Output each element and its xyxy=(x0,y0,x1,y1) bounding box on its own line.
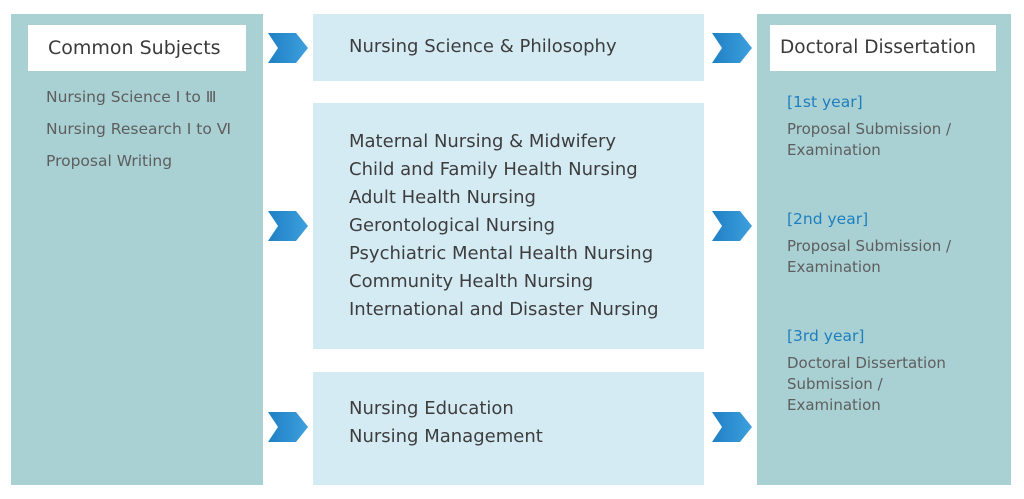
chevron-right-icon xyxy=(712,412,752,442)
list-item: Nursing Science Ⅰ to Ⅲ xyxy=(46,88,217,106)
common-subjects-list xyxy=(46,81,231,177)
year-block-1 xyxy=(787,91,951,161)
year-block-2 xyxy=(787,208,951,278)
chevron-right-icon xyxy=(712,33,752,63)
field-box-specialties xyxy=(313,103,704,349)
year-description-line: Submission / xyxy=(787,375,883,393)
year-description xyxy=(787,119,951,161)
list-item: Gerontological Nursing xyxy=(349,215,556,236)
list-item: Nursing Education xyxy=(349,398,514,419)
chevron-right-icon xyxy=(268,33,308,63)
common-subjects-title: Common Subjects xyxy=(28,25,246,71)
year-label: [1st year] xyxy=(787,93,863,111)
year-label: [3rd year] xyxy=(787,327,865,345)
year-description-line: Examination xyxy=(787,141,881,159)
list-item: Proposal Writing xyxy=(46,152,173,170)
education-list xyxy=(349,395,543,451)
list-item: Child and Family Health Nursing xyxy=(349,159,638,180)
year-description-line: Examination xyxy=(787,258,881,276)
year-description xyxy=(787,353,946,416)
list-item: Nursing Management xyxy=(349,426,543,447)
list-item: Community Health Nursing xyxy=(349,271,594,292)
field-box-education xyxy=(313,372,704,485)
field-label: Nursing Science & Philosophy xyxy=(349,36,617,57)
year-description xyxy=(787,236,951,278)
list-item: Psychiatric Mental Health Nursing xyxy=(349,243,654,264)
year-block-3 xyxy=(787,325,946,416)
common-subjects-panel xyxy=(11,14,263,485)
specialty-list xyxy=(349,128,659,324)
chevron-right-icon xyxy=(268,412,308,442)
doctoral-dissertation-title: Doctoral Dissertation xyxy=(770,25,996,71)
list-item: Nursing Research Ⅰ to Ⅵ xyxy=(46,120,232,138)
list-item: Maternal Nursing & Midwifery xyxy=(349,131,617,152)
year-description-line: Examination xyxy=(787,396,881,414)
chevron-right-icon xyxy=(712,211,752,241)
year-description-line: Proposal Submission / xyxy=(787,237,952,255)
doctoral-dissertation-panel xyxy=(757,14,1011,485)
chevron-right-icon xyxy=(268,211,308,241)
list-item: Adult Health Nursing xyxy=(349,187,536,208)
year-label: [2nd year] xyxy=(787,210,869,228)
list-item: International and Disaster Nursing xyxy=(349,299,659,320)
year-description-line: Doctoral Dissertation xyxy=(787,354,946,372)
field-box-philosophy xyxy=(313,14,704,81)
year-description-line: Proposal Submission / xyxy=(787,120,952,138)
